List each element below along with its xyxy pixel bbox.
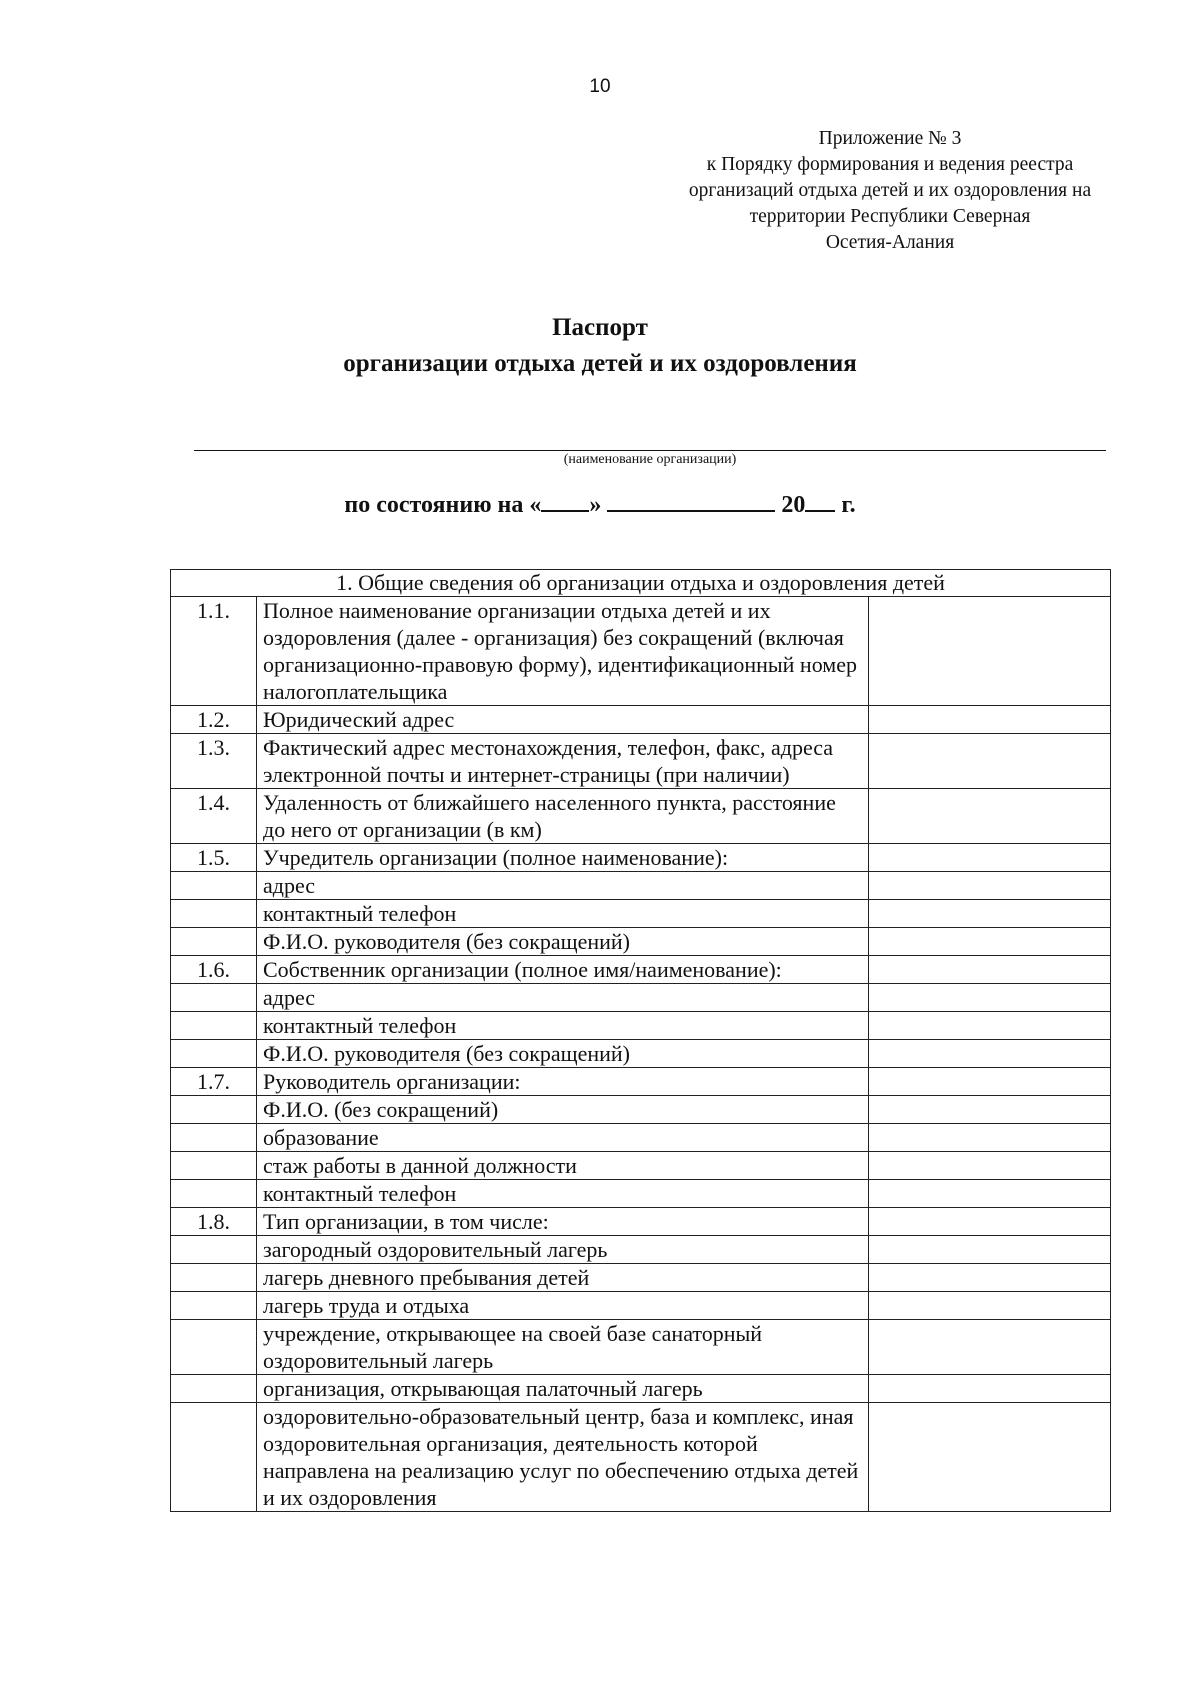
table-row: [171, 734, 1111, 789]
day-blank[interactable]: [541, 490, 589, 512]
row-number: [171, 1236, 257, 1264]
title-line-1: Паспорт: [552, 314, 648, 341]
row-value-cell[interactable]: [869, 956, 1111, 984]
row-value-cell[interactable]: [869, 1068, 1111, 1096]
row-number: 1.1.: [171, 597, 257, 706]
row-label: адрес: [257, 872, 869, 900]
table-row: [171, 1403, 1111, 1512]
row-value-cell[interactable]: [869, 1096, 1111, 1124]
date-prefix: по состоянию на «: [344, 492, 542, 518]
date-suffix: г.: [835, 492, 856, 518]
row-label: стаж работы в данной должности: [257, 1152, 869, 1180]
row-number: 1.8.: [171, 1208, 257, 1236]
row-value-cell[interactable]: [869, 1208, 1111, 1236]
appendix-line: к Порядку формирования и ведения реестра: [706, 154, 1074, 175]
row-label: Ф.И.О. (без сокращений): [257, 1096, 869, 1124]
appendix-line: Осетия-Алания: [825, 232, 955, 253]
row-number: [171, 1180, 257, 1208]
row-number: [171, 900, 257, 928]
table-row: [171, 900, 1111, 928]
table-row: [171, 1264, 1111, 1292]
document-title: [0, 310, 1200, 382]
row-value-cell[interactable]: [869, 872, 1111, 900]
table-row: [171, 1012, 1111, 1040]
date-mid: »: [589, 492, 608, 518]
table-row: [171, 928, 1111, 956]
row-value-cell[interactable]: [869, 1040, 1111, 1068]
row-label: Руководитель организации:: [257, 1068, 869, 1096]
table-row: [171, 872, 1111, 900]
year-blank[interactable]: [805, 490, 835, 512]
appendix-line: Приложение № 3: [818, 128, 962, 149]
row-value-cell[interactable]: [869, 1180, 1111, 1208]
row-label: лагерь дневного пребывания детей: [257, 1264, 869, 1292]
table-row: [171, 984, 1111, 1012]
row-label: Удаленность от ближайшего населенного пункта, расстояние до него от организации (в км): [257, 789, 869, 844]
table-row: [171, 706, 1111, 734]
row-label: Ф.И.О. руководителя (без сокращений): [257, 928, 869, 956]
row-number: [171, 1403, 257, 1512]
table-row: [171, 956, 1111, 984]
row-label: лагерь труда и отдыха: [257, 1292, 869, 1320]
appendix-line: организаций отдыха детей и их оздоровления на: [688, 180, 1092, 201]
row-label: контактный телефон: [257, 1180, 869, 1208]
appendix-line: территории Республики Северная: [749, 206, 1031, 227]
table-row: [171, 1320, 1111, 1375]
row-number: [171, 1292, 257, 1320]
row-label: оздоровительно-образовательный центр, база и комплекс, иная оздоровительная организация, деятельность которой направлена на реализацию услуг по обеспечению отдыха детей и их оздоровления: [257, 1403, 869, 1512]
row-value-cell[interactable]: [869, 789, 1111, 844]
table-row: [171, 1292, 1111, 1320]
row-number: [171, 1375, 257, 1403]
row-value-cell[interactable]: [869, 734, 1111, 789]
table-row: [171, 789, 1111, 844]
row-label: Фактический адрес местонахождения, телефон, факс, адреса электронной почты и интернет-страницы (при наличии): [257, 734, 869, 789]
row-number: [171, 1096, 257, 1124]
row-value-cell[interactable]: [869, 984, 1111, 1012]
passport-table: [170, 569, 1111, 1512]
row-value-cell[interactable]: [869, 706, 1111, 734]
row-value-cell[interactable]: [869, 1264, 1111, 1292]
table-row: [171, 1236, 1111, 1264]
row-number: [171, 1012, 257, 1040]
row-number: [171, 1320, 257, 1375]
row-value-cell[interactable]: [869, 1124, 1111, 1152]
row-label: образование: [257, 1124, 869, 1152]
section-header-row: [171, 570, 1111, 597]
row-value-cell[interactable]: [869, 1375, 1111, 1403]
row-number: [171, 1040, 257, 1068]
row-number: 1.7.: [171, 1068, 257, 1096]
table-row: [171, 1124, 1111, 1152]
row-number: 1.2.: [171, 706, 257, 734]
org-name-caption: (наименование организации): [563, 452, 737, 467]
row-number: 1.5.: [171, 844, 257, 872]
row-value-cell[interactable]: [869, 1236, 1111, 1264]
row-number: 1.6.: [171, 956, 257, 984]
year-prefix: 20: [775, 492, 806, 518]
row-label: организация, открывающая палаточный лагерь: [257, 1375, 869, 1403]
title-line-2: организации отдыха детей и их оздоровления: [343, 350, 857, 377]
row-value-cell[interactable]: [869, 900, 1111, 928]
row-label: контактный телефон: [257, 1012, 869, 1040]
row-value-cell[interactable]: [869, 844, 1111, 872]
row-number: [171, 1124, 257, 1152]
row-value-cell[interactable]: [869, 1292, 1111, 1320]
table-row: [171, 597, 1111, 706]
row-label: адрес: [257, 984, 869, 1012]
row-label: Юридический адрес: [257, 706, 869, 734]
row-value-cell[interactable]: [869, 1012, 1111, 1040]
appendix-note: [645, 126, 1135, 256]
row-value-cell[interactable]: [869, 1152, 1111, 1180]
row-number: 1.4.: [171, 789, 257, 844]
row-label: контактный телефон: [257, 900, 869, 928]
row-value-cell[interactable]: [869, 1320, 1111, 1375]
row-number: [171, 984, 257, 1012]
row-label: Учредитель организации (полное наименование):: [257, 844, 869, 872]
table-row: [171, 1068, 1111, 1096]
table-row: [171, 1180, 1111, 1208]
page-number: 10: [589, 76, 611, 97]
row-number: [171, 928, 257, 956]
row-number: [171, 872, 257, 900]
row-label: Собственник организации (полное имя/наименование):: [257, 956, 869, 984]
table-row: [171, 844, 1111, 872]
section-title: 1. Общие сведения об организации отдыха и оздоровления детей: [171, 570, 1111, 597]
row-value-cell[interactable]: [869, 597, 1111, 706]
row-value-cell[interactable]: [869, 1403, 1111, 1512]
table-row: [171, 1375, 1111, 1403]
row-label: загородный оздоровительный лагерь: [257, 1236, 869, 1264]
month-blank[interactable]: [607, 490, 775, 512]
table-row: [171, 1040, 1111, 1068]
table-row: [171, 1152, 1111, 1180]
date-line: [0, 490, 1200, 519]
row-number: [171, 1152, 257, 1180]
row-label: Ф.И.О. руководителя (без сокращений): [257, 1040, 869, 1068]
table-row: [171, 1096, 1111, 1124]
row-label: учреждение, открывающее на своей базе санаторный оздоровительный лагерь: [257, 1320, 869, 1375]
table-row: [171, 1208, 1111, 1236]
row-number: 1.3.: [171, 734, 257, 789]
row-value-cell[interactable]: [869, 928, 1111, 956]
row-label: Тип организации, в том числе:: [257, 1208, 869, 1236]
org-name-field-line[interactable]: [194, 450, 1106, 451]
row-number: [171, 1264, 257, 1292]
row-label: Полное наименование организации отдыха детей и их оздоровления (далее - организация) без сокращений (включая организационно-правовую форму), идентификационный номер налогоплательщика: [257, 597, 869, 706]
